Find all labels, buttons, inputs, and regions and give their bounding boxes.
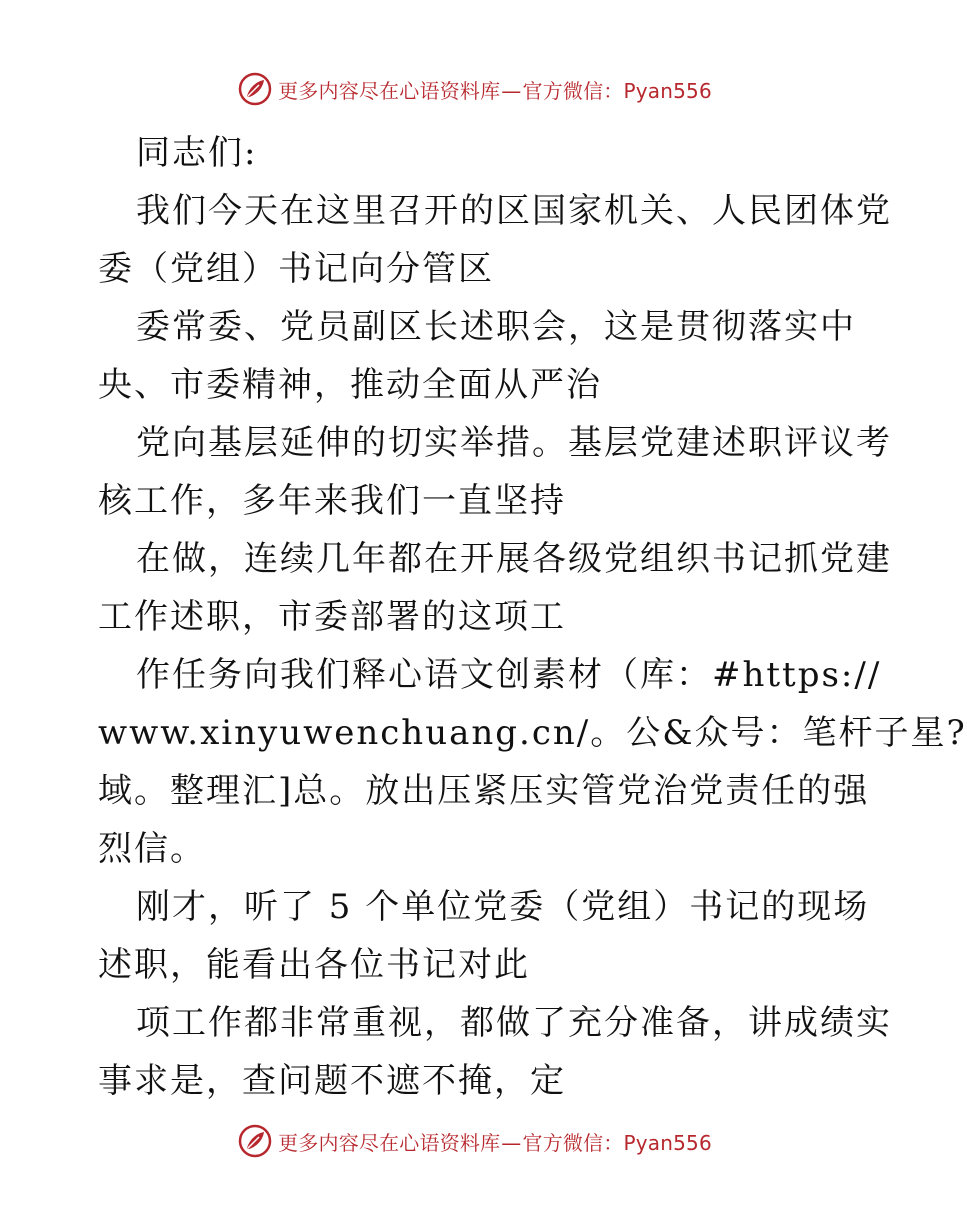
leaf-circle-logo-icon bbox=[238, 72, 272, 106]
text-line: 烈信。 bbox=[98, 829, 206, 869]
watermark-text bbox=[278, 1127, 712, 1156]
watermark-id: Pyan556 bbox=[623, 78, 712, 103]
text-line: 核工作，多年来我们一直坚持 bbox=[98, 481, 566, 521]
text-line: 党向基层延伸的切实举措。基层党建述职评议考 bbox=[136, 423, 892, 463]
footer-watermark bbox=[0, 1124, 950, 1158]
leaf-circle-logo-icon bbox=[238, 1124, 272, 1158]
document-body bbox=[98, 124, 967, 1110]
text-line: 事求是，查问题不遮不掩，定 bbox=[98, 1061, 566, 1101]
text-line: 域。整理汇]总。放出压紧压实管党治党责任的强 bbox=[98, 771, 870, 811]
watermark-id: Pyan556 bbox=[623, 1130, 712, 1155]
watermark-main: 更多内容尽在心语资料库 bbox=[278, 1130, 501, 1155]
header-watermark bbox=[0, 72, 950, 106]
text-line: 央、市委精神，推动全面从严治 bbox=[98, 365, 602, 405]
text-line: 项工作都非常重视，都做了充分准备，讲成绩实 bbox=[136, 1003, 892, 1043]
text-line: www.xinyuwenchuang.cn/。公&众号：笔杆子星? bbox=[98, 713, 967, 753]
watermark-text bbox=[278, 75, 712, 104]
text-line: 同志们: bbox=[136, 133, 258, 173]
text-line: 作任务向我们释心语文创素材（库：#https:// bbox=[136, 655, 882, 695]
watermark-separator: — bbox=[501, 1130, 522, 1155]
text-line: 我们今天在这里召开的区国家机关、人民团体党 bbox=[136, 191, 892, 231]
text-line: 委常委、党员副区长述职会，这是贯彻落实中 bbox=[136, 307, 856, 347]
watermark-main: 更多内容尽在心语资料库 bbox=[278, 78, 501, 103]
watermark-suffix: 官方微信： bbox=[522, 78, 624, 103]
text-line: 在做，连续几年都在开展各级党组织书记抓党建 bbox=[136, 539, 892, 579]
text-line: 刚才，听了 5 个单位党委（党组）书记的现场 bbox=[136, 887, 870, 927]
watermark-suffix: 官方微信： bbox=[522, 1130, 624, 1155]
text-line: 述职，能看出各位书记对此 bbox=[98, 945, 530, 985]
text-line: 委（党组）书记向分管区 bbox=[98, 249, 494, 289]
watermark-separator: — bbox=[501, 78, 522, 103]
text-line: 工作述职，市委部署的这项工 bbox=[98, 597, 566, 637]
